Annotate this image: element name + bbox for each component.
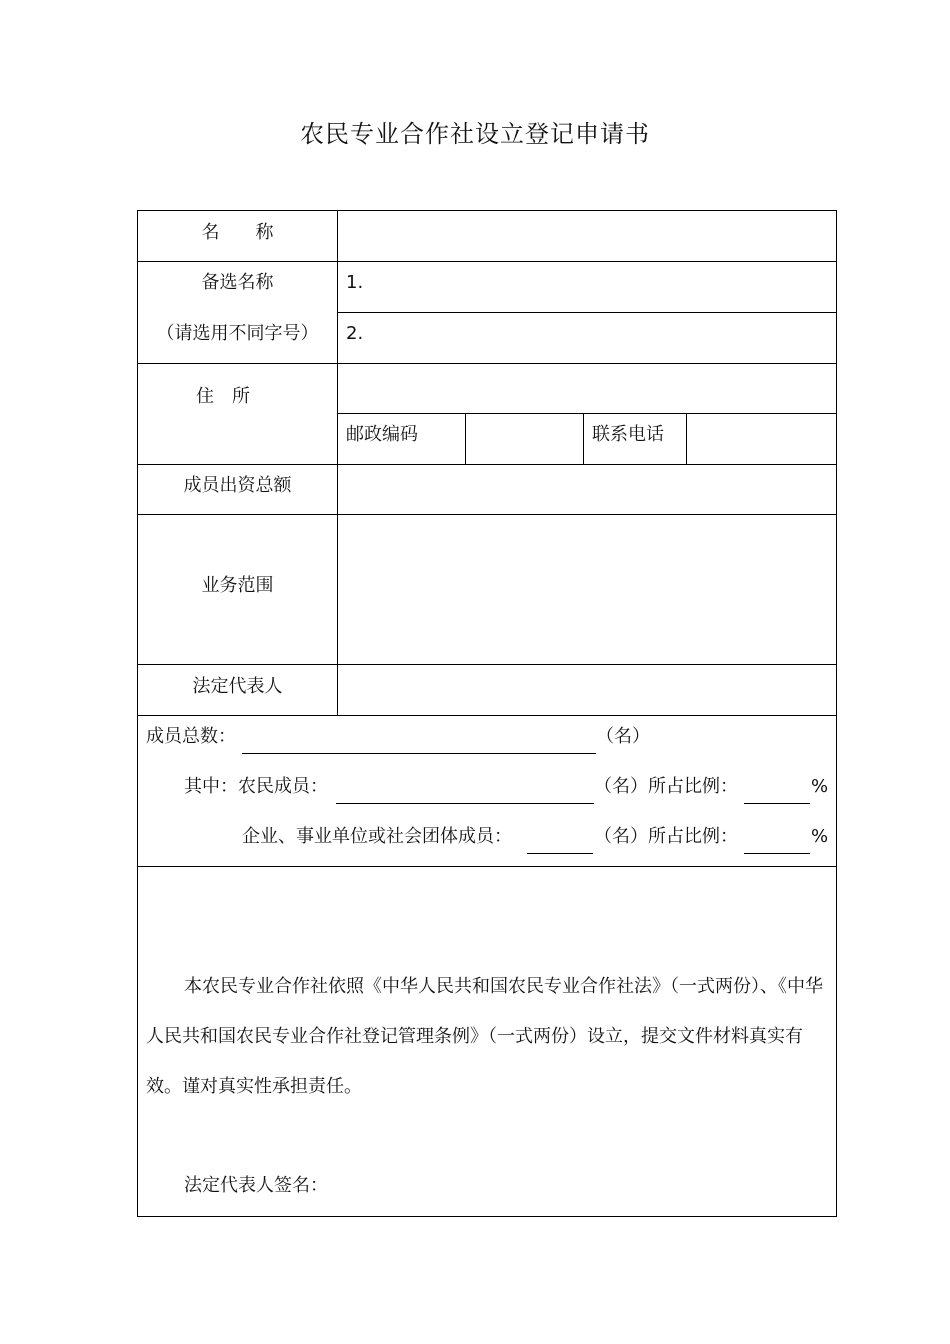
row-divider xyxy=(138,261,836,262)
page-title: 农民专业合作社设立登记申请书 xyxy=(300,120,650,148)
phone-label: 联系电话 xyxy=(592,424,664,445)
business-field[interactable] xyxy=(338,515,835,663)
capital-field[interactable] xyxy=(338,465,835,513)
phone-field[interactable] xyxy=(687,414,835,463)
org-percent: % xyxy=(811,826,829,847)
signature-field[interactable] xyxy=(348,1166,648,1206)
farmer-unit-ratio: （名）所占比例： xyxy=(594,776,738,797)
postcode-label: 邮政编码 xyxy=(346,424,418,445)
member-total-input[interactable] xyxy=(242,753,596,754)
member-total-label: 成员总数： xyxy=(146,726,236,747)
postcode-field[interactable] xyxy=(466,414,582,463)
alt-name-label: 备选名称 xyxy=(201,272,274,293)
capital-label: 成员出资总额 xyxy=(183,475,292,496)
org-member-label: 企业、事业单位或社会团体成员： xyxy=(242,826,512,847)
org-ratio-input[interactable] xyxy=(744,853,810,854)
farmer-ratio-input[interactable] xyxy=(744,803,810,804)
legal-rep-label: 法定代表人 xyxy=(192,676,283,697)
alt-name-note: （请选用不同字号） xyxy=(156,323,319,344)
address-label: 住 所 xyxy=(196,386,250,407)
legal-rep-field[interactable] xyxy=(338,665,835,714)
farmer-member-input[interactable] xyxy=(336,803,594,804)
address-field[interactable] xyxy=(338,364,835,412)
farmer-percent: % xyxy=(811,776,829,797)
signature-label: 法定代表人签名： xyxy=(184,1175,328,1196)
row-divider xyxy=(138,866,836,867)
row-divider xyxy=(337,312,836,313)
farmer-member-label: 其中：农民成员： xyxy=(184,776,328,797)
declaration-text: 本农民专业合作社依照《中华人民共和国农民专业合作社法》（一式两份）、《中华人民共和国农民专业合作社登记管理条例》（一式两份）设立，提交文件材料真实有效。谨对真实性承担责任。 xyxy=(146,976,823,1097)
application-form xyxy=(137,210,837,1217)
row-divider xyxy=(138,715,836,716)
member-total-unit: （名） xyxy=(596,726,650,747)
alt-name-2[interactable]: 2. xyxy=(346,323,364,344)
name-field[interactable] xyxy=(338,212,835,260)
name-label: 名 称 xyxy=(201,222,274,243)
business-label: 业务范围 xyxy=(201,575,274,596)
org-unit-ratio: （名）所占比例： xyxy=(594,826,738,847)
org-member-input[interactable] xyxy=(527,853,593,854)
alt-name-1[interactable]: 1. xyxy=(346,272,364,293)
column-divider xyxy=(583,413,584,464)
